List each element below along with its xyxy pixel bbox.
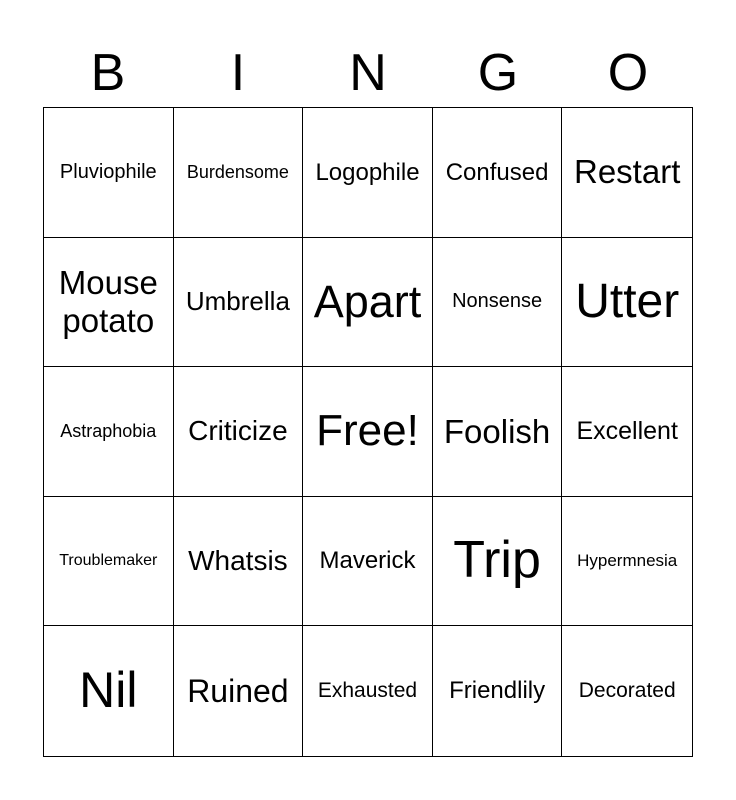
bingo-cell-label: Burdensome bbox=[186, 161, 289, 182]
bingo-cell-label: Trip bbox=[453, 531, 541, 590]
bingo-cell[interactable] bbox=[174, 238, 304, 368]
bingo-cell-label: Utter bbox=[575, 275, 680, 329]
bingo-cell-label: Exhausted bbox=[317, 679, 418, 703]
bingo-cell[interactable] bbox=[562, 626, 692, 756]
bingo-cell-label: Umbrella bbox=[185, 285, 290, 316]
bingo-cell[interactable] bbox=[303, 367, 433, 497]
bingo-cell[interactable] bbox=[562, 367, 692, 497]
bingo-header bbox=[43, 38, 693, 108]
bingo-board bbox=[43, 107, 693, 757]
bingo-cell-label: Hypermnesia bbox=[577, 551, 678, 571]
bingo-cell-label: Free! bbox=[316, 406, 419, 456]
bingo-cell[interactable] bbox=[174, 497, 304, 627]
bingo-cell-label: Astraphobia bbox=[60, 421, 157, 442]
header-letter-o: O bbox=[607, 44, 649, 102]
bingo-cell-label: Troublemaker bbox=[59, 551, 158, 569]
bingo-cell-label: Criticize bbox=[188, 415, 288, 447]
bingo-cell-label: Maverick bbox=[319, 547, 416, 575]
bingo-cell[interactable] bbox=[174, 367, 304, 497]
bingo-cell-label: Logophile bbox=[315, 158, 420, 186]
bingo-cell-label: Nonsense bbox=[452, 290, 543, 313]
bingo-cell[interactable] bbox=[433, 108, 563, 238]
bingo-cell-label: Restart bbox=[574, 153, 681, 191]
bingo-cell[interactable] bbox=[433, 238, 563, 368]
bingo-cell-label: Excellent bbox=[576, 417, 678, 446]
bingo-cell-label: Confused bbox=[445, 158, 549, 186]
bingo-cell[interactable] bbox=[44, 238, 174, 368]
bingo-cell[interactable] bbox=[303, 497, 433, 627]
header-letter-n: N bbox=[349, 44, 387, 102]
bingo-cell[interactable] bbox=[562, 497, 692, 627]
bingo-cell-label: Friendlily bbox=[449, 677, 546, 705]
bingo-cell[interactable] bbox=[44, 497, 174, 627]
header-letter-b: B bbox=[90, 44, 126, 102]
bingo-cell[interactable] bbox=[562, 238, 692, 368]
bingo-cell[interactable] bbox=[433, 626, 563, 756]
bingo-cell[interactable] bbox=[433, 367, 563, 497]
bingo-cell[interactable] bbox=[562, 108, 692, 238]
bingo-cell-label: Apart bbox=[313, 276, 422, 328]
bingo-cell-label: Foolish bbox=[443, 412, 551, 450]
bingo-cell[interactable] bbox=[44, 108, 174, 238]
bingo-cell-label: Decorated bbox=[578, 679, 676, 703]
bingo-cell[interactable] bbox=[303, 626, 433, 756]
bingo-cell[interactable] bbox=[174, 626, 304, 756]
bingo-cell-label: Whatsis bbox=[188, 545, 288, 576]
bingo-cell-label: Nil bbox=[79, 662, 138, 719]
bingo-cell[interactable] bbox=[303, 108, 433, 238]
bingo-cell[interactable] bbox=[174, 108, 304, 238]
header-letter-i: I bbox=[230, 44, 246, 102]
bingo-cell-label: Mouse potato bbox=[58, 263, 158, 339]
bingo-cell[interactable] bbox=[44, 626, 174, 756]
header-letter-g: G bbox=[477, 44, 519, 102]
bingo-cell[interactable] bbox=[44, 367, 174, 497]
bingo-cell-label: Pluviophile bbox=[59, 160, 157, 183]
bingo-cell[interactable] bbox=[433, 497, 563, 627]
bingo-cell-label: Ruined bbox=[187, 672, 289, 709]
bingo-cell[interactable] bbox=[303, 238, 433, 368]
